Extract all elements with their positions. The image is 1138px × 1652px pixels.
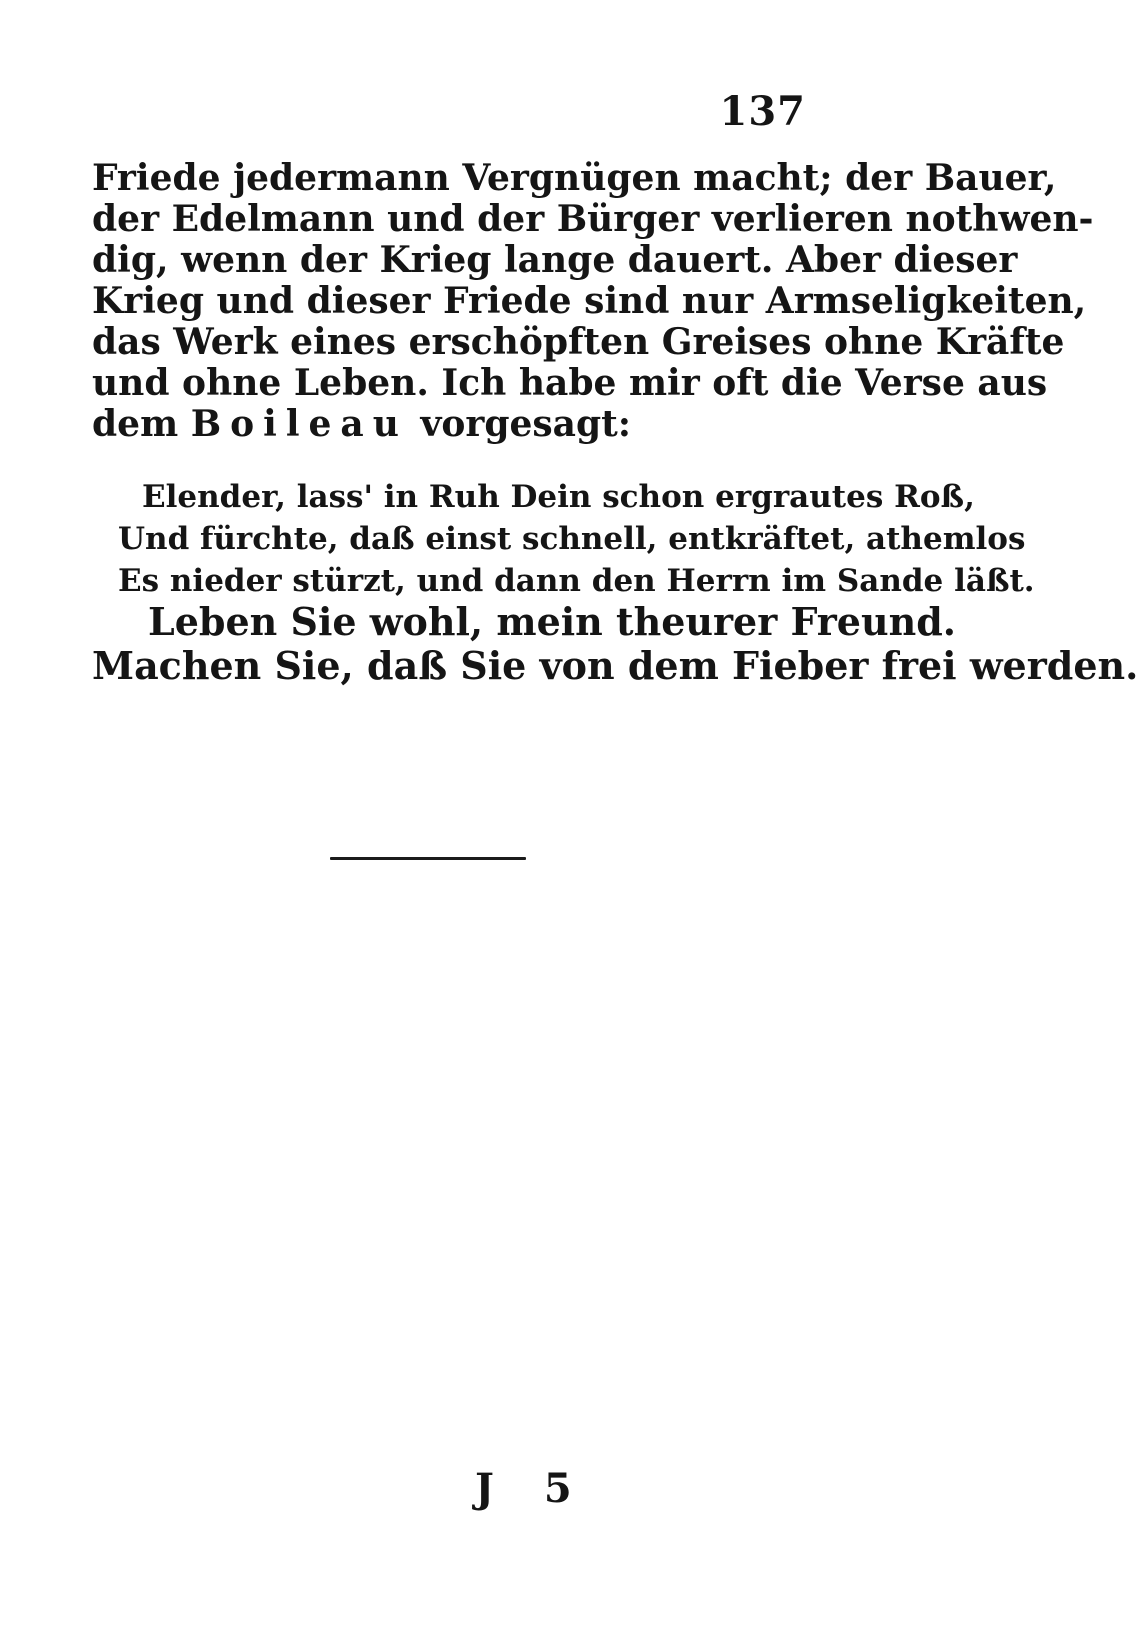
paragraph-last-suffix: vorgesagt: — [407, 403, 632, 445]
verse-line: Elender, lass' in Ruh Dein schon ergrautes Roß, — [142, 479, 975, 515]
page-number: 137 — [719, 88, 806, 135]
closing-paragraph — [92, 599, 1138, 688]
verse-line: Es nieder stürzt, und dann den Herrn im Sande läßt. — [118, 563, 1035, 599]
printer-signature-mark: J 5 — [475, 1465, 590, 1512]
verse-line: Und fürchte, daß einst schnell, entkräftet, athemlos — [118, 521, 1026, 557]
paragraph-line: Krieg und dieser Friede sind nur Armseligkeiten, — [92, 280, 1087, 322]
section-end-rule — [330, 857, 526, 860]
paragraph-line: der Edelmann und der Bürger verlieren nothwen- — [92, 198, 1094, 240]
closing-line: Machen Sie, daß Sie von dem Fieber frei werden. — [92, 643, 1138, 688]
paragraph-line: dig, wenn der Krieg lange dauert. Aber dieser — [92, 239, 1018, 281]
paragraph-line: das Werk eines erschöpften Greises ohne Kräfte — [92, 321, 1065, 363]
closing-line: Leben Sie wohl, mein theurer Freund. — [148, 599, 957, 644]
author-name-spaced: Boileau — [190, 403, 408, 445]
paragraph-line: Friede jedermann Vergnügen macht; der Bauer, — [92, 157, 1057, 199]
main-paragraph — [92, 157, 1094, 445]
paragraph-line: und ohne Leben. Ich habe mir oft die Verse aus — [92, 362, 1048, 404]
paragraph-last-line — [92, 404, 812, 445]
paragraph-last-prefix: dem — [92, 403, 191, 445]
verse-quote — [118, 476, 1035, 602]
